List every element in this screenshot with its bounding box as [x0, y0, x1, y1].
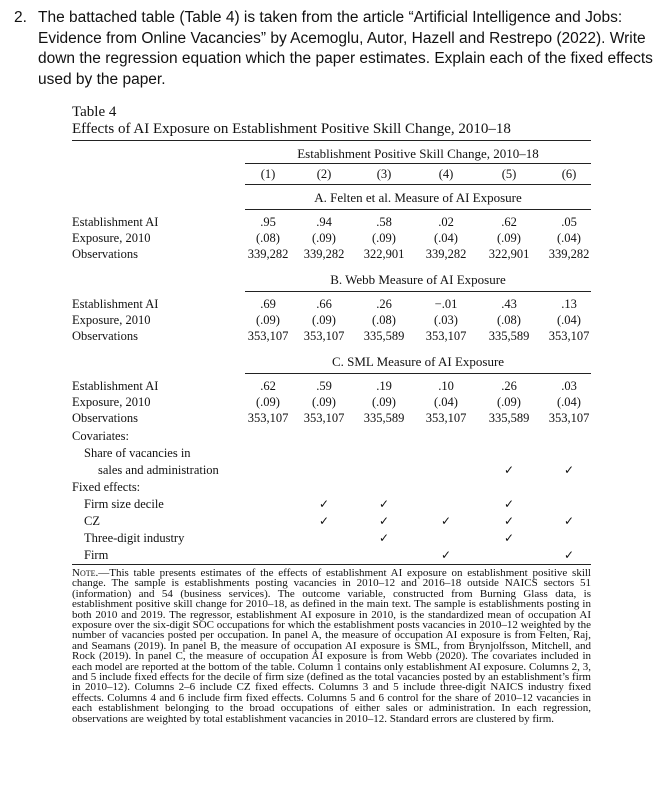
observations-cell: 353,107	[548, 329, 590, 343]
check-icon: ✓	[503, 463, 515, 477]
row-label: Observations	[72, 247, 138, 261]
std-error-cell: (.09)	[497, 231, 521, 245]
row-label: Establishment AI	[72, 379, 159, 393]
table-number: Table 4	[72, 104, 117, 120]
column-header: (2)	[316, 167, 332, 181]
observations-cell: 353,107	[303, 411, 345, 425]
fixed-effect-label: CZ	[84, 514, 100, 528]
std-error-cell: (.09)	[312, 313, 336, 327]
row-label: Observations	[72, 411, 138, 425]
coefficient-cell: .13	[561, 297, 577, 311]
coefficient-cell: .19	[376, 379, 392, 393]
fixed-effects-label: Fixed effects:	[72, 480, 141, 494]
std-error-cell: (.08)	[256, 231, 280, 245]
row-label: Exposure, 2010	[72, 395, 151, 409]
check-icon: ✓	[563, 548, 575, 562]
panel-rule	[245, 291, 591, 292]
check-icon: ✓	[378, 497, 390, 511]
std-error-cell: (.04)	[557, 395, 581, 409]
row-label: Establishment AI	[72, 215, 159, 229]
question-number: 2.	[14, 9, 27, 26]
note-lead: Note.	[72, 567, 99, 579]
observations-cell: 353,107	[247, 411, 289, 425]
table-bottom-rule	[72, 564, 591, 565]
row-label: Observations	[72, 329, 138, 343]
share-label-line2: sales and administration	[98, 463, 219, 477]
observations-cell: 353,107	[425, 411, 467, 425]
coefficient-cell: .62	[501, 215, 517, 229]
fixed-effect-label: Firm size decile	[84, 497, 164, 511]
check-icon: ✓	[503, 514, 515, 528]
table-top-rule	[72, 140, 591, 141]
coefficient-cell: .58	[376, 215, 392, 229]
observations-cell: 339,282	[425, 247, 467, 261]
fixed-effect-label: Three-digit industry	[84, 531, 185, 545]
check-icon: ✓	[440, 514, 452, 528]
observations-cell: 339,282	[303, 247, 345, 261]
row-label: Exposure, 2010	[72, 313, 151, 327]
column-header: (1)	[260, 167, 276, 181]
coefficient-cell: .66	[316, 297, 332, 311]
coefficient-cell: .59	[316, 379, 332, 393]
observations-cell: 353,107	[247, 329, 289, 343]
panel-title: B. Webb Measure of AI Exposure	[330, 272, 506, 287]
coefficient-cell: .26	[376, 297, 392, 311]
observations-cell: 322,901	[488, 247, 530, 261]
observations-cell: 353,107	[548, 411, 590, 425]
coefficient-cell: −.01	[434, 297, 458, 311]
std-error-cell: (.09)	[372, 395, 396, 409]
observations-cell: 335,589	[363, 329, 405, 343]
observations-cell: 322,901	[363, 247, 405, 261]
std-error-cell: (.08)	[497, 313, 521, 327]
check-icon: ✓	[563, 514, 575, 528]
std-error-cell: (.09)	[497, 395, 521, 409]
observations-cell: 335,589	[488, 329, 530, 343]
check-icon: ✓	[318, 514, 330, 528]
std-error-cell: (.09)	[256, 395, 280, 409]
panel-title: A. Felten et al. Measure of AI Exposure	[314, 190, 522, 205]
std-error-cell: (.04)	[557, 231, 581, 245]
std-error-cell: (.04)	[434, 231, 458, 245]
coefficient-cell: .62	[260, 379, 276, 393]
check-icon: ✓	[318, 497, 330, 511]
table-note	[72, 568, 591, 724]
panel-title: C. SML Measure of AI Exposure	[331, 354, 505, 369]
check-icon: ✓	[503, 497, 515, 511]
dep-var-header: Establishment Positive Skill Change, 2010–18	[297, 146, 539, 161]
header-rule	[245, 163, 591, 164]
coefficient-cell: .05	[561, 215, 577, 229]
observations-cell: 335,589	[488, 411, 530, 425]
column-header: (4)	[438, 167, 454, 181]
covariates-label: Covariates:	[72, 429, 129, 443]
std-error-cell: (.08)	[372, 313, 396, 327]
std-error-cell: (.04)	[557, 313, 581, 327]
observations-cell: 339,282	[548, 247, 590, 261]
panel-rule	[245, 209, 591, 210]
row-label: Exposure, 2010	[72, 231, 151, 245]
columns-rule	[245, 184, 591, 185]
share-label-line1: Share of vacancies in	[84, 446, 191, 460]
std-error-cell: (.03)	[434, 313, 458, 327]
coefficient-cell: .69	[260, 297, 276, 311]
std-error-cell: (.04)	[434, 395, 458, 409]
check-icon: ✓	[378, 531, 390, 545]
std-error-cell: (.09)	[312, 231, 336, 245]
std-error-cell: (.09)	[372, 231, 396, 245]
coefficient-cell: .10	[438, 379, 454, 393]
coefficient-cell: .02	[438, 215, 454, 229]
column-header: (6)	[561, 167, 577, 181]
coefficient-cell: .03	[561, 379, 577, 393]
question	[14, 8, 664, 90]
std-error-cell: (.09)	[256, 313, 280, 327]
check-icon: ✓	[440, 548, 452, 562]
row-label: Establishment AI	[72, 297, 159, 311]
coefficient-cell: .26	[501, 379, 517, 393]
table-title: Effects of AI Exposure on Establishment Positive Skill Change, 2010–18	[72, 121, 511, 137]
check-icon: ✓	[563, 463, 575, 477]
column-header: (3)	[376, 167, 392, 181]
coefficient-cell: .95	[260, 215, 276, 229]
check-icon: ✓	[503, 531, 515, 545]
column-header: (5)	[501, 167, 517, 181]
note-text: —This table presents estimates of the effects of establishment AI exposure on establishment positive skill change. The sample is establishments posting vacancies in 2010–12 and 2016–18 outside NAICS sectors 51 (information) and 54 (business services). The outcome variable, constructed from Burning Glass data, is establishment positive skill change for 2010–18, as defined in the main text. The sample is establishments posting in both 2010 and 2019. The regressor, establishment AI exposure in 2010, is the standardized mean of occupation AI exposure over the six-digit SOC occupations for which the establishment posts vacancies in 2010–12 weighted by the number of vacancies posted per occupation. In panel A, the measure of occupation AI exposure is from Felten, Raj, and Seamans (2019). In panel B, the measure of occupation AI exposure is SML, from Brynjolfsson, Mitchell, and Rock (2019). In panel C, the measure of occupation AI exposure is from Webb (2020). The covariates included in each model are reported at the bottom of the table. Column 1 contains only establishment AI exposure. Columns 2, 3, and 5 include fixed effects for the decile of firm size (defined as the total vacancies posted by an establishment’s firm in 2010–12). Columns 2–6 include CZ fixed effects. Columns 3 and 5 include three-digit NAICS industry fixed effects. Columns 4 and 6 include firm fixed effects. Columns 5 and 6 control for the share of 2010–12 vacancies in each establishment belonging to the broad occupations of either sales or administration. In each regression, observations are weighted by total establishment vacancies in 2010–12. Standard errors are clustered by firm.	[72, 567, 591, 725]
coefficient-cell: .94	[316, 215, 332, 229]
observations-cell: 339,282	[247, 247, 289, 261]
fixed-effect-label: Firm	[84, 548, 109, 562]
check-icon: ✓	[378, 514, 390, 528]
observations-cell: 335,589	[363, 411, 405, 425]
question-text: The battached table (Table 4) is taken from the article “Artificial Intelligence and Jobs: Evidence from Online Vacancies” by Acemoglu, Autor, Hazell and Restrepo (2022). Write down the regression equation which the paper estimates. Explain each of the fixed effects used by the paper.	[38, 9, 653, 88]
coefficient-cell: .43	[501, 297, 517, 311]
panel-rule	[245, 373, 591, 374]
observations-cell: 353,107	[303, 329, 345, 343]
observations-cell: 353,107	[425, 329, 467, 343]
std-error-cell: (.09)	[312, 395, 336, 409]
